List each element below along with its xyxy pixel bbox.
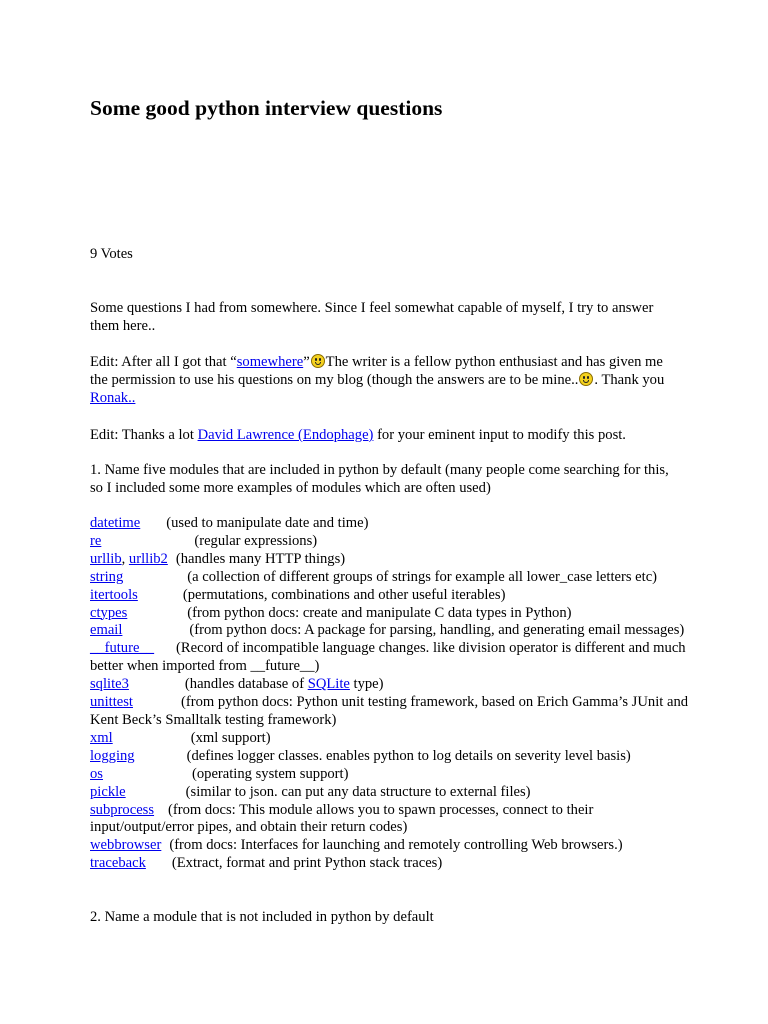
list-item: subprocess (from docs: This module allows you to spawn processes, connect to their input/output/error pipes, and obtain their return codes) [90,801,594,836]
page-title: Some good python interview questions [90,96,443,120]
list-item: __future__ (Record of incompatible language changes. like division operator is different and much better when imported from __future__) [90,640,686,675]
module-link-urllib[interactable]: urllib [90,550,122,567]
module-link-future[interactable]: __future__ [90,640,155,657]
module-link-sqlite3[interactable]: sqlite3 [90,676,129,693]
list-item: string (a collection of different groups of strings for example all lower_case letters etc) [90,568,658,585]
list-item: unittest (from python docs: Python unit testing framework, based on Erich Gamma’s JUnit and Kent Beck’s Smalltalk testing framework) [90,694,689,728]
module-link-urllib2[interactable]: urllib2 [128,550,168,567]
module-link-email[interactable]: email [90,622,123,639]
module-link-ctypes[interactable]: ctypes [90,604,128,621]
list-item: urllib, urllib2 (handles many HTTP things) [90,550,346,567]
intro-paragraph: Some questions I had from somewhere. Since I feel somewhat capable of myself, I try to answer them here.. [90,300,654,334]
list-item: itertools (permutations, combinations and other useful iterables) [90,586,506,603]
edit-paragraph-1: Edit: After all I got that “somewhere” The writer is a fellow python enthusiast and has given me the permission to use his questions on my blog (though the answers are to be mine.. . Thank you Ronak.. [90,354,665,406]
module-link-traceback[interactable]: traceback [90,855,146,872]
module-link-webbrowser[interactable]: webbrowser [90,837,162,854]
ronak-link[interactable]: Ronak.. [90,390,136,406]
module-link-subprocess[interactable]: subprocess [90,801,155,818]
module-link-logging[interactable]: logging [90,747,135,764]
module-link-pickle[interactable]: pickle [90,783,126,800]
module-link-string[interactable]: string [90,568,124,585]
module-link-itertools[interactable]: itertools [90,586,138,603]
list-item: xml (xml support) [90,729,271,746]
david-lawrence-link[interactable]: David Lawrence (Endophage) [197,427,374,443]
list-item: email (from python docs: A package for parsing, handling, and generating email messages) [90,622,685,639]
list-item: ctypes (from python docs: create and manipulate C data types in Python) [90,604,572,621]
question-2: 2. Name a module that is not included in python by default [90,909,434,925]
module-link-unittest[interactable]: unittest [90,694,133,711]
question-1: 1. Name five modules that are included in python by default (many people come searching for this, so I included some more examples of modules which are often used) [90,462,669,496]
edit-paragraph-2: Edit: Thanks a lot David Lawrence (Endophage) for your eminent input to modify this post. [90,427,626,443]
list-item: os (operating system support) [90,765,349,782]
list-item: re (regular expressions) [90,532,318,549]
list-item: logging (defines logger classes. enables python to log details on severity level basis) [90,747,631,764]
list-item: sqlite3 (handles database of SQLite type) [90,676,384,693]
list-item: pickle (similar to json. can put any data structure to external files) [90,783,531,800]
smiley-icon [311,354,325,368]
list-item: traceback (Extract, format and print Python stack traces) [90,855,443,872]
module-link-re[interactable]: re [90,532,102,549]
module-link-os[interactable]: os [90,765,103,782]
somewhere-link[interactable]: somewhere [236,354,304,370]
module-list [90,515,690,873]
module-link-datetime[interactable]: datetime [90,515,141,531]
vote-count: 9 Votes [90,246,133,262]
list-item: datetime (used to manipulate date and time) [90,515,369,531]
list-item: webbrowser (from docs: Interfaces for launching and remotely controlling Web browsers.) [90,837,623,854]
smiley-icon [579,372,593,386]
module-link-xml[interactable]: xml [90,729,113,746]
sqlite-link[interactable]: SQLite [307,676,350,693]
